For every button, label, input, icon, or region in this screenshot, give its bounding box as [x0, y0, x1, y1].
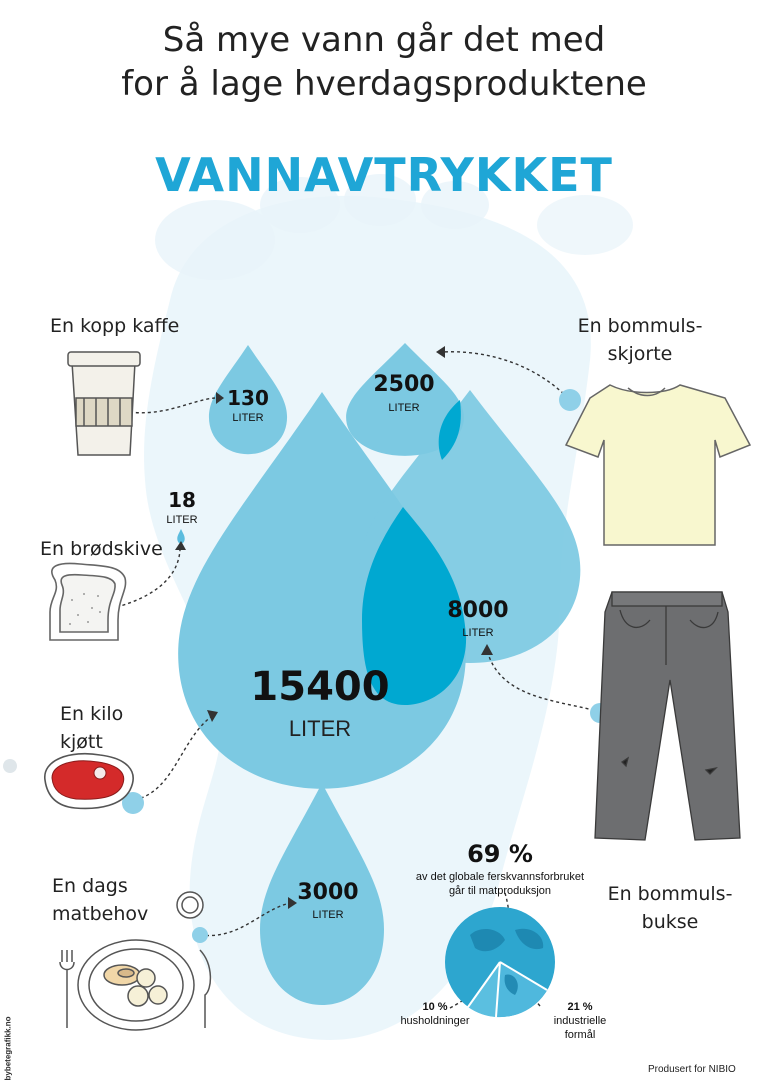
pants-label [590, 880, 750, 936]
industry-pct: 21 % [567, 1001, 593, 1013]
industry-share [540, 1000, 620, 1042]
pants-icon [595, 592, 740, 840]
shirt-unit: LITER [388, 402, 420, 414]
shirt-value: 2500 [373, 372, 435, 397]
meat-steak-icon [45, 754, 133, 809]
pants-label-line-2: bukse [641, 911, 699, 933]
producer-credit: Produsert for NIBIO [648, 1064, 736, 1075]
bread-value: 18 [168, 488, 196, 512]
pants-value: 8000 [447, 598, 509, 623]
freshwater-desc-line-2: går til matproduksjon [448, 885, 552, 897]
coffee-label: En kopp kaffe [50, 315, 180, 337]
industry-label-line-2: formål [564, 1029, 596, 1041]
meat-value: 15400 [250, 664, 390, 710]
industry-label-line-1: industrielle [553, 1015, 607, 1027]
freshwater-description [390, 870, 610, 898]
bread-slice-icon [50, 563, 126, 640]
t-shirt-icon [566, 385, 750, 545]
meat-unit: LITER [288, 716, 352, 741]
household-label: husholdninger [400, 1015, 470, 1027]
daily-unit: LITER [312, 909, 344, 921]
shirt-label-line-2: skjorte [607, 343, 673, 365]
meat-label [60, 700, 123, 756]
meat-label-line-1: En kilo [60, 703, 124, 725]
meat-label-line-2: kjøtt [60, 731, 103, 753]
title-line-2: for å lage hverdagsproduktene [121, 64, 647, 104]
daily-value: 3000 [297, 880, 359, 905]
side-credit: bybetegrafikk.no [3, 1016, 13, 1081]
daily-label [52, 872, 148, 928]
pants-label-line-1: En bommuls- [607, 883, 733, 905]
banner-heading: VANNAVTRYKKET [155, 148, 613, 202]
coffee-cup-icon [68, 352, 140, 455]
shirt-label [560, 312, 720, 368]
coffee-unit: LITER [232, 412, 264, 424]
household-share [390, 1000, 480, 1028]
pants-unit: LITER [462, 627, 494, 639]
freshwater-headline: 69 % [467, 840, 533, 868]
freshwater-desc-line-1: av det globale ferskvannsforbruket [415, 871, 585, 883]
title-line-1: Så mye vann går det med [162, 20, 606, 60]
page-title [0, 18, 768, 106]
bread-unit: LITER [166, 514, 198, 526]
bread-label: En brødskive [40, 538, 163, 560]
coffee-value: 130 [227, 386, 269, 410]
daily-label-line-2: matbehov [52, 903, 149, 925]
household-pct: 10 % [422, 1001, 448, 1013]
shirt-label-line-1: En bommuls- [577, 315, 703, 337]
daily-label-line-1: En dags [52, 875, 128, 897]
